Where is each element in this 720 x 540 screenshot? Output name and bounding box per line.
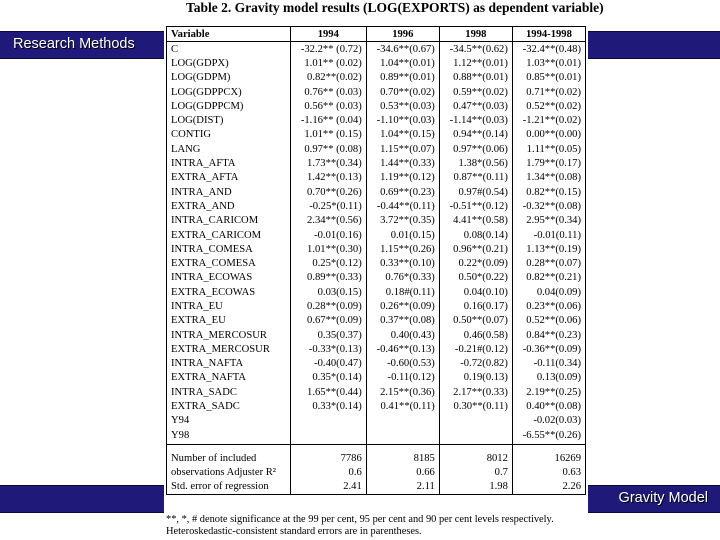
value-cell: 0.28**(0.07)	[512, 256, 585, 270]
variable-cell: EXTRA_COMESA	[167, 256, 291, 270]
variable-cell: INTRA_AFTA	[167, 156, 291, 170]
header-variable: Variable	[167, 27, 291, 42]
value-cell: -0.32**(0.08)	[512, 199, 585, 213]
value-cell: 0.69**(0.23)	[366, 185, 439, 199]
footnote-significance: **, *, # denote significance at the 99 per cent, 95 per cent and 90 per cent levels respectively.	[166, 514, 554, 525]
variable-cell: CONTIG	[167, 128, 291, 142]
variable-cell: LOG(GDPM)	[167, 71, 291, 85]
value-cell: -32.2** (0.72)	[290, 42, 366, 57]
value-cell: 0.16(0.17)	[439, 299, 512, 313]
value-cell: 1.13**(0.19)	[512, 242, 585, 256]
value-cell: 0.19(0.13)	[439, 371, 512, 385]
value-cell: 1.65**(0.44)	[290, 385, 366, 399]
variable-cell: EXTRA_AND	[167, 199, 291, 213]
value-cell: -0.60(0.53)	[366, 357, 439, 371]
value-cell: -0.72(0.82)	[439, 357, 512, 371]
value-cell: 0.88**(0.01)	[439, 71, 512, 85]
value-cell: 0.67**(0.09)	[290, 314, 366, 328]
variable-cell: Number of included	[167, 445, 291, 466]
value-cell: 2.15**(0.36)	[366, 385, 439, 399]
variable-cell: LOG(GDPPCM)	[167, 99, 291, 113]
value-cell: -0.11(0.34)	[512, 357, 585, 371]
value-cell: 0.82**(0.02)	[290, 71, 366, 85]
value-cell: 8185	[366, 445, 439, 466]
value-cell: 8012	[439, 445, 512, 466]
table-row	[167, 128, 586, 142]
value-cell: 1.15**(0.07)	[366, 142, 439, 156]
table-row	[167, 328, 586, 342]
variable-cell: LOG(GDPX)	[167, 56, 291, 70]
value-cell: -0.01(0.16)	[290, 228, 366, 242]
value-cell: -1.14**(0.03)	[439, 113, 512, 127]
value-cell: 0.85**(0.01)	[512, 71, 585, 85]
value-cell	[290, 428, 366, 445]
value-cell: 0.40(0.43)	[366, 328, 439, 342]
variable-cell: EXTRA_NAFTA	[167, 371, 291, 385]
value-cell: 0.97** (0.08)	[290, 142, 366, 156]
value-cell: 0.37**(0.08)	[366, 314, 439, 328]
variable-cell: INTRA_EU	[167, 299, 291, 313]
value-cell: -0.21#(0.12)	[439, 342, 512, 356]
value-cell	[366, 414, 439, 428]
value-cell: 0.97#(0.54)	[439, 185, 512, 199]
value-cell: 0.89**(0.01)	[366, 71, 439, 85]
value-cell: 1.79**(0.17)	[512, 156, 585, 170]
value-cell: 0.96**(0.21)	[439, 242, 512, 256]
table-row	[167, 414, 586, 428]
value-cell: -1.10**(0.03)	[366, 113, 439, 127]
value-cell: 0.52**(0.02)	[512, 99, 585, 113]
value-cell: 0.56** (0.03)	[290, 99, 366, 113]
footnotes	[166, 514, 646, 538]
variable-cell: EXTRA_CARICOM	[167, 228, 291, 242]
table-row	[167, 99, 586, 113]
value-cell: 0.97**(0.06)	[439, 142, 512, 156]
value-cell: 0.50*(0.22)	[439, 271, 512, 285]
variable-cell: INTRA_CARICOM	[167, 214, 291, 228]
table-row	[167, 156, 586, 170]
value-cell: 1.12**(0.01)	[439, 56, 512, 70]
variable-cell: EXTRA_AFTA	[167, 171, 291, 185]
value-cell: -0.44**(0.11)	[366, 199, 439, 213]
value-cell	[439, 428, 512, 445]
value-cell: 0.33**(0.10)	[366, 256, 439, 270]
value-cell: 0.46(0.58)	[439, 328, 512, 342]
variable-cell: Y94	[167, 414, 291, 428]
value-cell: 0.25*(0.12)	[290, 256, 366, 270]
value-cell: -6.55**(0.26)	[512, 428, 585, 445]
variable-cell: INTRA_NAFTA	[167, 357, 291, 371]
value-cell: 1.03**(0.01)	[512, 56, 585, 70]
value-cell: 0.53**(0.03)	[366, 99, 439, 113]
value-cell: -32.4**(0.48)	[512, 42, 585, 57]
value-cell: 0.70**(0.26)	[290, 185, 366, 199]
value-cell: 0.87**(0.11)	[439, 171, 512, 185]
value-cell: 0.28**(0.09)	[290, 299, 366, 313]
value-cell: 1.04**(0.15)	[366, 128, 439, 142]
value-cell: 1.34**(0.08)	[512, 171, 585, 185]
value-cell: 1.15**(0.26)	[366, 242, 439, 256]
footnote-errors: Heteroskedastic-consistent standard errors are in parentheses.	[166, 526, 422, 537]
value-cell: -0.36**(0.09)	[512, 342, 585, 356]
table-row	[167, 113, 586, 127]
table-row	[167, 271, 586, 285]
value-cell: 0.35*(0.14)	[290, 371, 366, 385]
variable-cell: EXTRA_EU	[167, 314, 291, 328]
value-cell: 7786	[290, 445, 366, 466]
value-cell: 1.19**(0.12)	[366, 171, 439, 185]
table-row	[167, 256, 586, 270]
header-1994: 1994	[290, 27, 366, 42]
results-table-card	[164, 24, 588, 514]
value-cell: 0.00**(0.00)	[512, 128, 585, 142]
left-banner-label: Research Methods	[13, 36, 135, 52]
variable-cell: EXTRA_ECOWAS	[167, 285, 291, 299]
value-cell	[290, 414, 366, 428]
value-cell: 0.82**(0.15)	[512, 185, 585, 199]
value-cell: 2.41	[290, 480, 366, 495]
stat-row	[167, 480, 586, 495]
table-row	[167, 299, 586, 313]
value-cell: 1.11**(0.05)	[512, 142, 585, 156]
value-cell: 2.34**(0.56)	[290, 214, 366, 228]
variable-cell: Y98	[167, 428, 291, 445]
value-cell: 0.50**(0.07)	[439, 314, 512, 328]
value-cell: -0.33*(0.13)	[290, 342, 366, 356]
value-cell: -0.51**(0.12)	[439, 199, 512, 213]
value-cell: 0.35(0.37)	[290, 328, 366, 342]
value-cell: -1.21**(0.02)	[512, 113, 585, 127]
value-cell: 0.03(0.15)	[290, 285, 366, 299]
value-cell: -0.11(0.12)	[366, 371, 439, 385]
value-cell: 0.76** (0.03)	[290, 85, 366, 99]
table-row	[167, 199, 586, 213]
table-row	[167, 71, 586, 85]
value-cell: 1.38*(0.56)	[439, 156, 512, 170]
value-cell: 2.95**(0.34)	[512, 214, 585, 228]
value-cell: 4.41**(0.58)	[439, 214, 512, 228]
value-cell: 0.13(0.09)	[512, 371, 585, 385]
table-title: Table 2. Gravity model results (LOG(EXPORTS) as dependent variable)	[186, 0, 604, 15]
value-cell: 0.08(0.14)	[439, 228, 512, 242]
value-cell	[439, 414, 512, 428]
variable-cell: INTRA_AND	[167, 185, 291, 199]
table-row	[167, 357, 586, 371]
value-cell: 0.04(0.09)	[512, 285, 585, 299]
stat-row	[167, 465, 586, 479]
value-cell: 0.01(0.15)	[366, 228, 439, 242]
stat-row	[167, 445, 586, 466]
value-cell: 1.04**(0.01)	[366, 56, 439, 70]
value-cell: 0.26**(0.09)	[366, 299, 439, 313]
value-cell: 0.04(0.10)	[439, 285, 512, 299]
variable-cell: INTRA_MERCOSUR	[167, 328, 291, 342]
value-cell: 1.01** (0.15)	[290, 128, 366, 142]
value-cell: 0.71**(0.02)	[512, 85, 585, 99]
table-header-row	[167, 27, 586, 42]
value-cell: 0.22*(0.09)	[439, 256, 512, 270]
table-row	[167, 371, 586, 385]
value-cell: 0.94**(0.14)	[439, 128, 512, 142]
value-cell: 0.33*(0.14)	[290, 399, 366, 413]
value-cell: 0.82**(0.21)	[512, 271, 585, 285]
value-cell: 2.19**(0.25)	[512, 385, 585, 399]
value-cell: 0.66	[366, 465, 439, 479]
table-row	[167, 214, 586, 228]
value-cell: 1.73**(0.34)	[290, 156, 366, 170]
header-1996: 1996	[366, 27, 439, 42]
results-table	[166, 26, 586, 495]
value-cell: 0.52**(0.06)	[512, 314, 585, 328]
variable-cell: EXTRA_MERCOSUR	[167, 342, 291, 356]
value-cell: -0.01(0.11)	[512, 228, 585, 242]
variable-cell: observations Adjuster R²	[167, 465, 291, 479]
value-cell: 0.59**(0.02)	[439, 85, 512, 99]
table-row	[167, 42, 586, 57]
variable-cell: Std. error of regression	[167, 480, 291, 495]
value-cell	[366, 428, 439, 445]
table-row	[167, 242, 586, 256]
header-1998: 1998	[439, 27, 512, 42]
value-cell: -0.40(0.47)	[290, 357, 366, 371]
value-cell: 2.17**(0.33)	[439, 385, 512, 399]
value-cell: 0.6	[290, 465, 366, 479]
value-cell: 2.11	[366, 480, 439, 495]
value-cell: 0.70**(0.02)	[366, 85, 439, 99]
table-row	[167, 142, 586, 156]
value-cell: 1.01** (0.02)	[290, 56, 366, 70]
value-cell: 3.72**(0.35)	[366, 214, 439, 228]
table-row	[167, 314, 586, 328]
variable-cell: LOG(DIST)	[167, 113, 291, 127]
value-cell: 0.40**(0.08)	[512, 399, 585, 413]
value-cell: 0.89**(0.33)	[290, 271, 366, 285]
value-cell: -0.02(0.03)	[512, 414, 585, 428]
value-cell: 16269	[512, 445, 585, 466]
value-cell: -0.46**(0.13)	[366, 342, 439, 356]
value-cell: 0.76*(0.33)	[366, 271, 439, 285]
value-cell: -34.5**(0.62)	[439, 42, 512, 57]
value-cell: -1.16** (0.04)	[290, 113, 366, 127]
table-row	[167, 56, 586, 70]
variable-cell: EXTRA_SADC	[167, 399, 291, 413]
table-row	[167, 399, 586, 413]
table-row	[167, 185, 586, 199]
header-1994-1998: 1994-1998	[512, 27, 585, 42]
variable-cell: INTRA_SADC	[167, 385, 291, 399]
value-cell: 0.84**(0.23)	[512, 328, 585, 342]
variable-cell: LOG(GDPPCX)	[167, 85, 291, 99]
value-cell: 0.41**(0.11)	[366, 399, 439, 413]
variable-cell: INTRA_COMESA	[167, 242, 291, 256]
value-cell: 0.47**(0.03)	[439, 99, 512, 113]
table-row	[167, 285, 586, 299]
table-row	[167, 85, 586, 99]
table-row	[167, 385, 586, 399]
table-row	[167, 228, 586, 242]
value-cell: 1.98	[439, 480, 512, 495]
value-cell: 0.7	[439, 465, 512, 479]
value-cell: 1.01**(0.30)	[290, 242, 366, 256]
value-cell: 1.42**(0.13)	[290, 171, 366, 185]
right-banner-label: Gravity Model	[618, 490, 708, 506]
value-cell: -0.25*(0.11)	[290, 199, 366, 213]
value-cell: -34.6**(0.67)	[366, 42, 439, 57]
variable-cell: INTRA_ECOWAS	[167, 271, 291, 285]
table-row	[167, 428, 586, 445]
value-cell: 2.26	[512, 480, 585, 495]
variable-cell: C	[167, 42, 291, 57]
value-cell: 0.23**(0.06)	[512, 299, 585, 313]
variable-cell: LANG	[167, 142, 291, 156]
value-cell: 1.44**(0.33)	[366, 156, 439, 170]
value-cell: 0.18#(0.11)	[366, 285, 439, 299]
table-row	[167, 342, 586, 356]
value-cell: 0.63	[512, 465, 585, 479]
value-cell: 0.30**(0.11)	[439, 399, 512, 413]
table-row	[167, 171, 586, 185]
